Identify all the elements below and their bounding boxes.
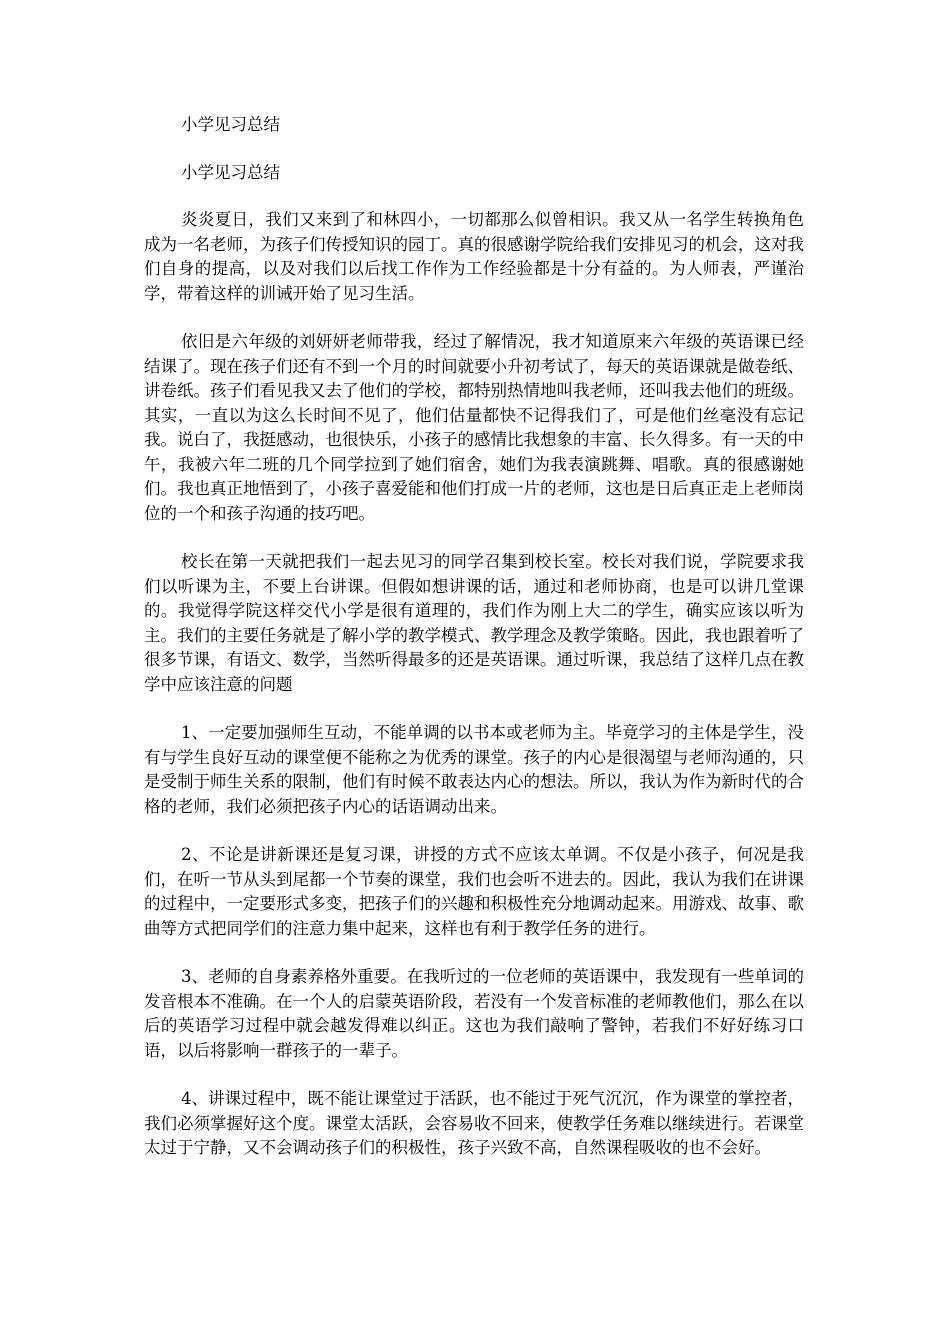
paragraph-point-2: 2、不论是讲新课还是复习课，讲授的方式不应该太单调。不仅是小孩子，何况是我们，在听一节从头到尾都一个节奏的课堂，我们也会听不进去的。因此，我认为我们在讲课的过程中，一定要形式多变，把孩子们的兴趣和积极性充分地调动起来。用游戏、故事、歌曲等方式把同学们的注意力集中起来，这样也有利于教学任务的进行。 <box>144 845 804 938</box>
document-subtitle: 小学见习总结 <box>181 162 280 182</box>
paragraph-intro: 炎炎夏日，我们又来到了和林四小，一切都那么似曾相识。我又从一名学生转换角色成为一名老师，为孩子们传授知识的园丁。真的很感谢学院给我们安排见习的机会，这对我们自身的提高，以及对我们以后找工作作为工作经验都是十分有益的。为人师表，严谨治学，带着这样的训诫开始了见习生活。 <box>144 210 804 303</box>
paragraph-point-4: 4、讲课过程中，既不能让课堂过于活跃，也不能过于死气沉沉，作为课堂的掌控者，我们必须掌握好这个度。课堂太活跃，会容易收不回来，使教学任务难以继续进行。若课堂太过于宁静，又不会调动孩子们的积极性，孩子兴致不高，自然课程吸收的也不会好。 <box>144 1089 804 1157</box>
paragraph-principal: 校长在第一天就把我们一起去见习的同学召集到校长室。校长对我们说，学院要求我们以听课为主，不要上台讲课。但假如想讲课的话，通过和老师协商，也是可以讲几堂课的。我觉得学院这样交代小学是很有道理的，我们作为刚上大二的学生，确实应该以听为主。我们的主要任务就是了解小学的教学模式、教学理念及教学策略。因此，我也跟着听了很多节课，有语文、数学，当然听得最多的还是英语课。通过听课，我总结了这样几点在教学中应该注意的问题 <box>144 552 804 694</box>
paragraph-point-3: 3、老师的自身素养格外重要。在我听过的一位老师的英语课中，我发现有一些单词的发音根本不准确。在一个人的启蒙英语阶段，若没有一个发音标准的老师教他们，那么在以后的英语学习过程中就会越发得难以纠正。这也为我们敲响了警钟，若我们不好好练习口语，以后将影响一群孩子的一辈子。 <box>144 967 804 1060</box>
document-title: 小学见习总结 <box>181 115 280 134</box>
document-page <box>144 113 804 1185</box>
paragraph-point-1: 1、一定要加强师生互动，不能单调的以书本或老师为主。毕竟学习的主体是学生，没有与学生良好互动的课堂便不能称之为优秀的课堂。孩子的内心是很渴望与老师沟通的，只是受制于师生关系的限制，他们有时候不敢表达内心的想法。所以，我认为作为新时代的合格的老师，我们必须把孩子内心的话语调动出来。 <box>144 723 804 816</box>
paragraph-teacher: 依旧是六年级的刘妍妍老师带我，经过了解情况，我才知道原来六年级的英语课已经结课了。现在孩子们还有不到一个月的时间就要小升初考试了，每天的英语课就是做卷纸、讲卷纸。孩子们看见我又去了他们的学校，都特别热情地叫我老师，还叫我去他们的班级。其实，一直以为这么长时间不见了，他们估量都快不记得我们了，可是他们丝毫没有忘记我。说白了，我挺感动，也很快乐，小孩子的感情比我想象的丰富、长久得多。有一天的中午，我被六年二班的几个同学拉到了她们宿舍，她们为我表演跳舞、唱歌。真的很感谢她们。我也真正地悟到了，小孩子喜爱能和他们打成一片的老师，这也是日后真正走上老师岗位的一个和孩子沟通的技巧吧。 <box>144 332 804 523</box>
